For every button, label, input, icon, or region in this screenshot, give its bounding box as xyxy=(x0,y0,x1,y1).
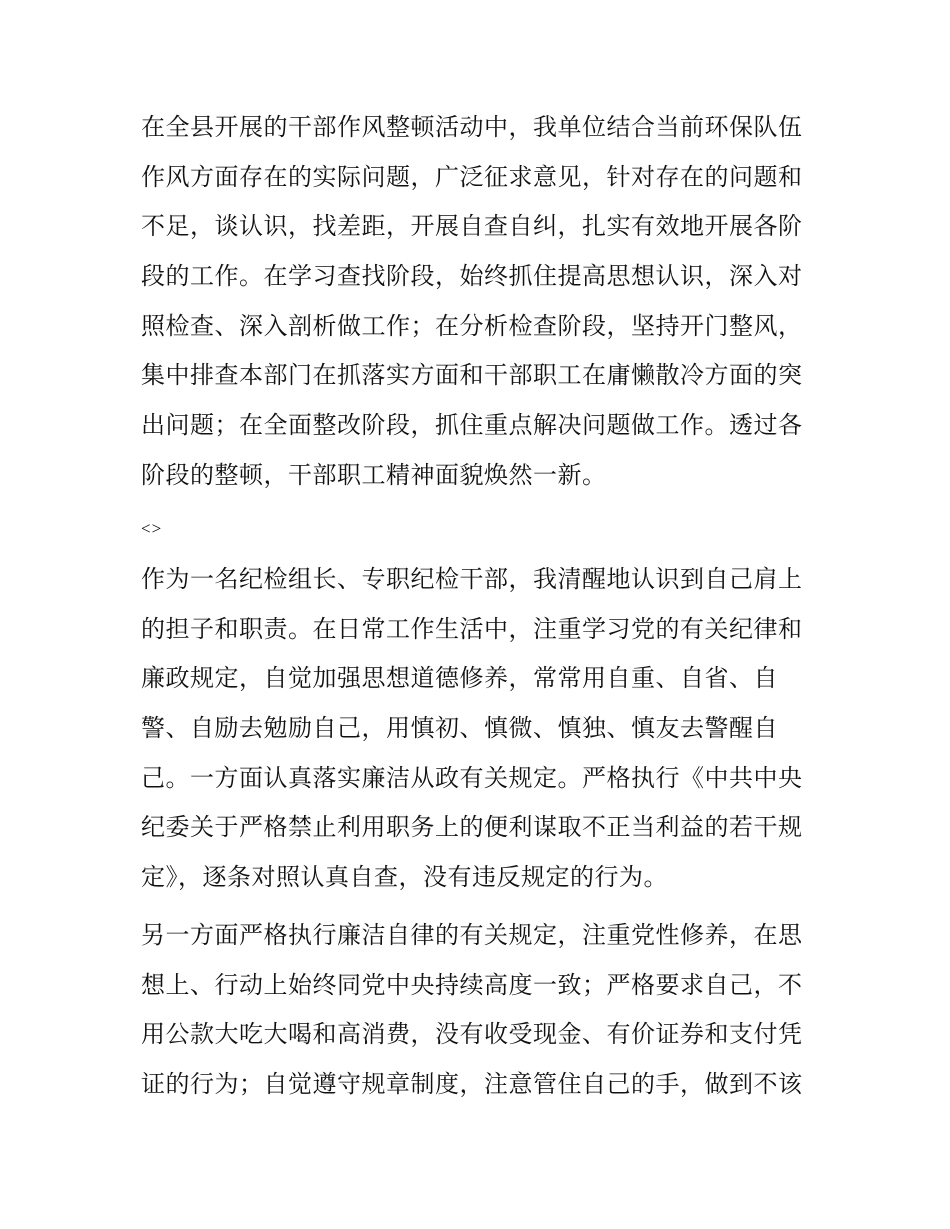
paragraph-3 xyxy=(141,911,816,1110)
paragraph-line: 纪委关于严格禁止利用职务上的便利谋取不正当利益的若干规 xyxy=(141,813,803,842)
paragraph-line: 己。一方面认真落实廉洁从政有关规定。严格执行《中共中央 xyxy=(141,763,803,792)
paragraph-line: 用公款大吃大喝和高消费，没有收受现金、有价证券和支付凭 xyxy=(141,1020,803,1049)
paragraph-line: 在全县开展的干部作风整顿活动中，我单位结合当前环保队伍 xyxy=(141,113,803,141)
paragraph-line: 警、自励去勉励自己，用慎初、慎微、慎独、慎友去警醒自 xyxy=(141,714,778,743)
paragraph-line: 的担子和职责。在日常工作生活中，注重学习党的有关纪律和 xyxy=(141,614,803,643)
paragraph-line: 照检查、深入剖析做工作；在分析检查阶段，坚持开门整风， xyxy=(141,311,803,340)
paragraph-line: 作风方面存在的实际问题，广泛征求意见，针对存在的问题和 xyxy=(141,162,803,191)
paragraph-1 xyxy=(141,103,816,501)
section-separator: <> xyxy=(141,519,163,538)
paragraph-line: 想上、行动上始终同党中央持续高度一致；严格要求自己，不 xyxy=(141,970,803,999)
paragraph-line: 廉政规定，自觉加强思想道德修养，常常用自重、自省、自 xyxy=(141,664,778,693)
paragraph-line: 不足，谈认识，找差距，开展自查自纠，扎实有效地开展各阶 xyxy=(141,212,803,241)
paragraph-line: 定》，逐条对照认真自查，没有违反规定的行为。 xyxy=(141,863,668,892)
paragraph-line: 集中排查本部门在抓落实方面和干部职工在庸懒散冷方面的突 xyxy=(141,361,803,390)
paragraph-2 xyxy=(141,555,816,903)
paragraph-line: 段的工作。在学习查找阶段，始终抓住提高思想认识，深入对 xyxy=(141,262,803,291)
paragraph-line: 作为一名纪检组长、专职纪检干部，我清醒地认识到自己肩上 xyxy=(141,565,803,593)
paragraph-line: 证的行为；自觉遵守规章制度，注意管住自己的手，做到不该 xyxy=(141,1070,803,1099)
paragraph-line: 出问题；在全面整改阶段，抓住重点解决问题做工作。透过各 xyxy=(141,411,803,440)
paragraph-line: 阶段的整顿，干部职工精神面貌焕然一新。 xyxy=(141,460,607,489)
paragraph-line: 另一方面严格执行廉洁自律的有关规定，注重党性修养，在思 xyxy=(141,921,803,949)
